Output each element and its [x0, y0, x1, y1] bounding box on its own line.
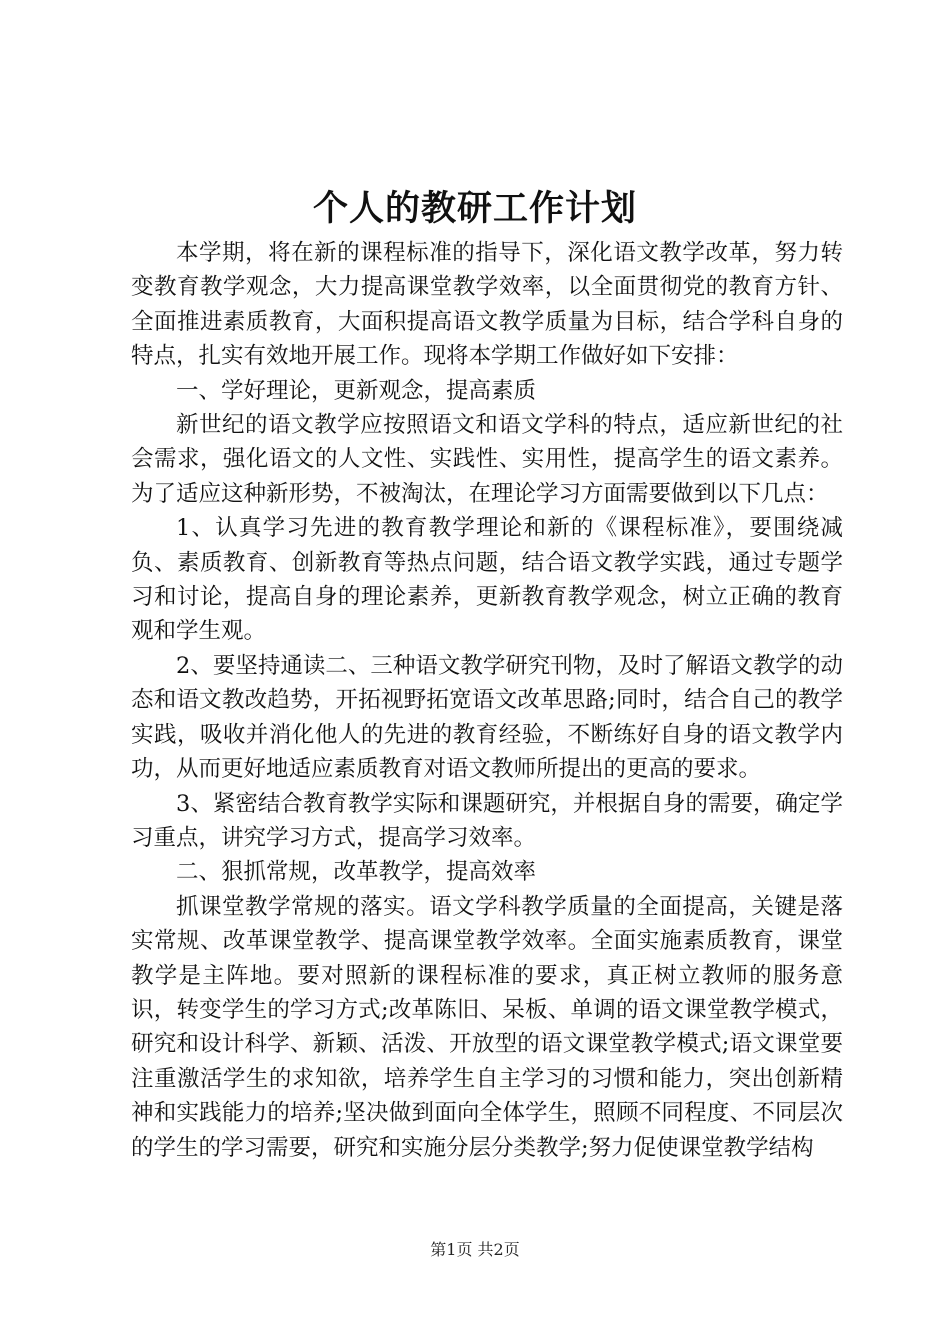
- page-footer: 第1页 共2页: [430, 1240, 520, 1259]
- section-heading-1: 一、学好理论，更新观念，提高素质: [176, 377, 537, 404]
- list-item-3: 3、紧密结合教育教学实际和课题研究，并根据自身的需要，确定学习重点，讲究学习方式，提高学习效率。: [131, 790, 843, 851]
- intro-paragraph: 本学期，将在新的课程标准的指导下，深化语文教学改革，努力转变教育教学观念，大力提高课堂教学效率，以全面贯彻党的教育方针、全面推进素质教育，大面积提高语文教学质量为目标，结合学科自身的特点，扎实有效地开展工作。现将本学期工作做好如下安排：: [131, 240, 843, 370]
- document-title: 个人的教研工作计划: [312, 189, 637, 229]
- section-1-paragraph: 新世纪的语文教学应按照语文和语文学科的特点，适应新世纪的社会需求，强化语文的人文性、实践性、实用性，提高学生的语文素养。为了适应这种新形势，不被淘汰，在理论学习方面需要做到以下几点：: [131, 412, 843, 507]
- document-body: [131, 236, 843, 1165]
- section-heading-2: 二、狠抓常规，改革教学，提高效率: [176, 859, 537, 886]
- list-item-1: 1、认真学习先进的教育教学理论和新的《课程标准》，要围绕减负、素质教育、创新教育等热点问题，结合语文教学实践，通过专题学习和讨论，提高自身的理论素养，更新教育教学观念，树立正确的教育观和学生观。: [131, 515, 843, 645]
- list-item-2: 2、要坚持通读二、三种语文教学研究刊物，及时了解语文教学的动态和语文教改趋势，开拓视野拓宽语文改革思路;同时，结合自己的教学实践，吸收并消化他人的先进的教育经验，不断练好自身的语文教学内功，从而更好地适应素质教育对语文教师所提出的更高的要求。: [131, 652, 843, 783]
- section-2-paragraph: 抓课堂教学常规的落实。语文学科教学质量的全面提高，关键是落实常规、改革课堂教学、提高课堂教学效率。全面实施素质教育，课堂教学是主阵地。要对照新的课程标准的要求，真正树立教师的服务意识，转变学生的学习方式;改革陈旧、呆板、单调的语文课堂教学模式，研究和设计科学、新颖、活泼、开放型的语文课堂教学模式;语文课堂要注重激活学生的求知欲，培养学生自主学习的习惯和能力，突出创新精神和实践能力的培养;坚决做到面向全体学生，照顾不同程度、不同层次的学生的学习需要，研究和实施分层分类教学;努力促使课堂教学结构: [131, 893, 843, 1161]
